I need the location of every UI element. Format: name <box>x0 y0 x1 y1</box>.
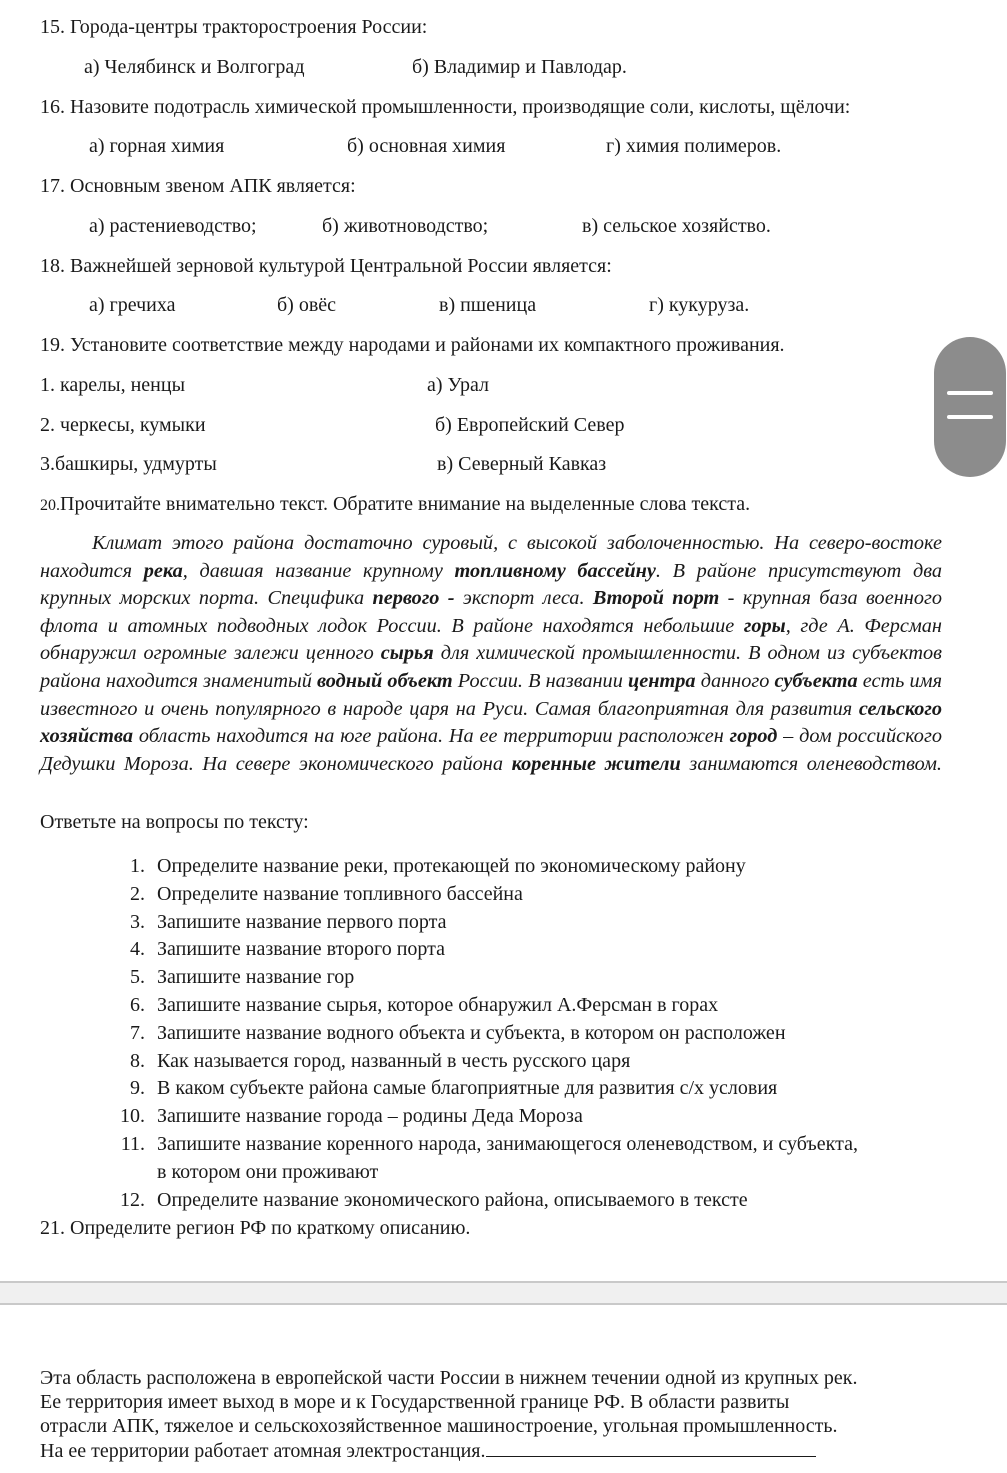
q15-option-b: б) Владимир и Павлодар. <box>412 56 627 78</box>
q20-text: Прочитайте внимательно текст. Обратите внимание на выделенные слова текста. <box>60 493 751 515</box>
scroll-handle[interactable] <box>934 337 1006 477</box>
q21-description-line: отрасли АПК, тяжелое и сельскохозяйственное машиностроение, угольная промышленность. <box>40 1415 838 1437</box>
list-item: 4. Запишите название второго порта <box>130 938 446 961</box>
q21-description-line: Ее территория имеет выход в море и к Государственной границе РФ. В области развиты <box>40 1391 790 1413</box>
q18-option-v: в) пшеница <box>439 294 537 316</box>
q21-description-line-last: На ее территории работает атомная электростанция. <box>40 1438 960 1463</box>
q19-left-3: 3.башкиры, удмурты <box>40 453 217 475</box>
list-item: 11. Запишите название коренного народа, занимающегося оленеводством, и субъекта, <box>120 1132 858 1155</box>
q19-left-2: 2. черкесы, кумыки <box>40 414 206 436</box>
list-item: в котором они проживают <box>157 1160 379 1183</box>
q15-option-a: а) Челябинск и Волгоград <box>84 56 305 78</box>
q20-passage: Климат этого района достаточно суровый, с высокой заболоченностью. На северо-востоке находится река, давшая название крупному топливному бассейну. В районе присутствуют два крупных морских порта. Специфика первого - экспорт леса. Второй порт - крупная база военного флота и атомных подводных лодок России. В районе находятся небольшие горы, где А. Ферсман обнаружил огромные залежи ценного сырья для химической промышленности. В одном из субъектов района находится знаменитый водный объект России. В названии центра данного субъекта есть имя известного и очень популярного в народе царя на Руси. Самая благоприятная для развития сельского хозяйства область находится на юге района. На ее территории расположен город – дом российского Дедушки Мороза. На севере экономического района коренные жители занимаются оленеводством. <box>40 532 943 775</box>
q21-text: 21. Определите регион РФ по краткому описанию. <box>40 1217 471 1239</box>
q17-option-a: а) растениеводство; <box>89 215 257 237</box>
list-item: 10. Запишите название города – родины Деда Мороза <box>120 1105 583 1128</box>
q19-right-b: б) Европейский Север <box>435 414 625 436</box>
q17-option-b: б) животноводство; <box>322 215 489 237</box>
q15-text: 15. Города-центры тракторостроения России: <box>40 16 428 38</box>
list-item: 5. Запишите название гор <box>130 966 355 989</box>
q17-option-v: в) сельское хозяйство. <box>582 215 771 237</box>
q18-option-g: г) кукуруза. <box>649 294 750 316</box>
q20-question-list <box>120 853 957 1214</box>
q19-right-v: в) Северный Кавказ <box>437 453 607 475</box>
list-item: 9. В каком субъекте района самые благоприятные для развития с/х условия <box>130 1077 778 1100</box>
q16-text: 16. Назовите подотрасль химической промышленности, производящие соли, кислоты, щёлочи: <box>40 96 851 118</box>
q21-description <box>40 1366 960 1463</box>
q20-number: 20. <box>40 497 60 514</box>
q17-text: 17. Основным звеном АПК является: <box>40 175 356 197</box>
q16-option-g: г) химия полимеров. <box>606 135 782 157</box>
q16-option-a: а) горная химия <box>89 135 225 157</box>
list-item: 6. Запишите название сырья, которое обнаружил А.Ферсман в горах <box>130 993 719 1016</box>
q18-option-a: а) гречиха <box>89 294 176 316</box>
q19-right-a: а) Урал <box>427 374 489 396</box>
list-item: 12. Определите название экономического района, описываемого в тексте <box>120 1188 748 1211</box>
list-item: 8. Как называется город, названный в честь русского царя <box>130 1049 631 1072</box>
answer-blank-line[interactable] <box>486 1438 816 1457</box>
list-item: 3. Запишите название первого порта <box>130 910 447 933</box>
q18-text: 18. Важнейшей зерновой культурой Центральной России является: <box>40 255 612 277</box>
page-break-gap <box>0 1283 1007 1303</box>
q19-left-1: 1. карелы, ненцы <box>40 374 186 396</box>
list-item: 2. Определите название топливного бассейна <box>130 882 523 905</box>
list-item: 7. Запишите название водного объекта и субъекта, в котором он расположен <box>130 1021 786 1044</box>
q20-heading <box>40 492 750 518</box>
q18-option-b: б) овёс <box>277 294 337 316</box>
page-break-divider-bottom <box>0 1303 1007 1305</box>
q21-description-line: Эта область расположена в европейской части России в нижнем течении одной из крупных рек. <box>40 1367 858 1389</box>
q20-answer-prompt: Ответьте на вопросы по тексту: <box>40 811 309 833</box>
q19-text: 19. Установите соответствие между народами и районами их компактного проживания. <box>40 334 785 356</box>
list-item: 1. Определите название реки, протекающей по экономическому району <box>130 855 746 877</box>
q16-option-b: б) основная химия <box>347 135 506 157</box>
